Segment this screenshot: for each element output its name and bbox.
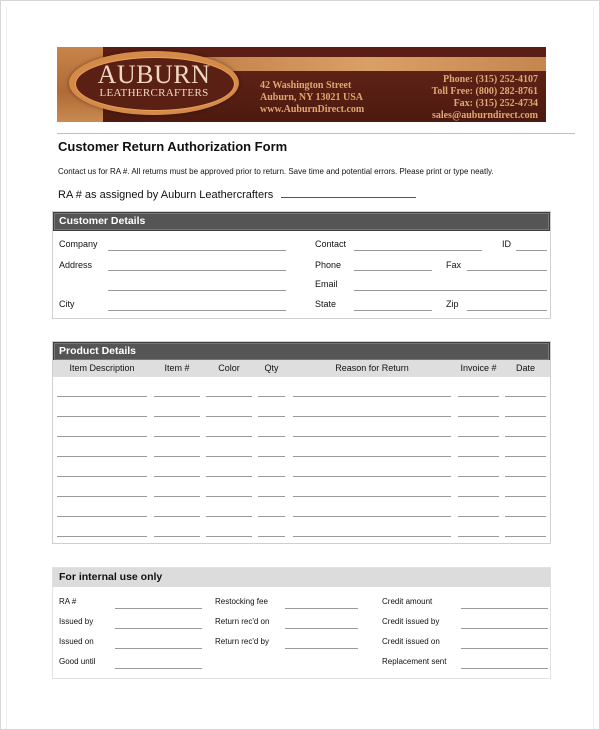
ra-assigned-row [58,187,416,201]
contact-label: Contact [315,239,347,249]
return-recd-by-label: Return rec'd by [215,637,269,646]
item-number-field[interactable] [154,516,200,517]
col-date: Date [515,363,535,373]
date-field[interactable] [505,436,546,437]
reason-field[interactable] [293,536,451,537]
reason-field[interactable] [293,476,451,477]
restocking-fee-field[interactable] [285,608,358,609]
color-field[interactable] [206,516,252,517]
company-banner [57,47,546,122]
color-field[interactable] [206,496,252,497]
issued-on-field[interactable] [115,648,202,649]
col-item-description: Item Description [69,363,135,373]
credit-issued-by-field[interactable] [461,628,548,629]
fax-label: Fax [446,260,462,270]
invoice-field[interactable] [458,416,499,417]
state-label: State [315,299,337,309]
item-number-field[interactable] [154,396,200,397]
item-description-field[interactable] [57,496,147,497]
invoice-field[interactable] [458,436,499,437]
item-description-field[interactable] [57,456,147,457]
contact-email: sales@auburndirect.com [431,110,538,121]
item-number-field[interactable] [154,476,200,477]
email-label: Email [315,279,338,289]
header-divider [57,133,575,134]
date-field[interactable] [505,536,546,537]
invoice-field[interactable] [458,516,499,517]
color-field[interactable] [206,436,252,437]
brand-subtitle: LEATHERCRAFTERS [99,87,209,99]
good-until-field[interactable] [115,668,202,669]
reason-field[interactable] [293,396,451,397]
credit-issued-by-label: Credit issued by [382,617,440,626]
internal-use-section [52,567,551,679]
id-label: ID [502,239,511,249]
company-label: Company [59,239,98,249]
item-number-field[interactable] [154,456,200,457]
color-field[interactable] [206,456,252,457]
address-field-2[interactable] [108,290,286,291]
address-field-1[interactable] [108,270,286,271]
fax-field[interactable] [467,270,547,271]
item-description-field[interactable] [57,396,147,397]
col-invoice: Invoice # [460,363,497,373]
item-number-field[interactable] [154,436,200,437]
issued-by-label: Issued by [59,617,94,626]
city-label: City [59,299,75,309]
company-contact [432,74,538,122]
company-field[interactable] [108,250,286,251]
credit-issued-on-field[interactable] [461,648,548,649]
credit-amount-field[interactable] [461,608,548,609]
id-field[interactable] [516,250,547,251]
phone-label: Phone [315,260,342,270]
reason-field[interactable] [293,516,451,517]
invoice-field[interactable] [458,496,499,497]
return-recd-on-label: Return rec'd on [215,617,270,626]
col-color: Color [218,363,240,373]
date-field[interactable] [505,456,546,457]
color-field[interactable] [206,536,252,537]
product-details-header: Product Details [53,342,550,361]
return-recd-on-field[interactable] [285,628,358,629]
col-item-number: Item # [164,363,190,373]
zip-field[interactable] [467,310,547,311]
reason-field[interactable] [293,436,451,437]
internal-ra-label: RA # [59,597,77,606]
good-until-label: Good until [59,657,96,666]
issued-by-field[interactable] [115,628,202,629]
zip-label: Zip [446,299,459,309]
ra-assigned-label: RA # as assigned by Auburn Leathercrafters [58,189,274,201]
col-qty: Qty [264,363,279,373]
invoice-field[interactable] [458,456,499,457]
item-description-field[interactable] [57,416,147,417]
item-description-field[interactable] [57,536,147,537]
phone-field[interactable] [354,270,432,271]
date-field[interactable] [505,396,546,397]
col-reason: Reason for Return [335,363,409,373]
qty-field[interactable] [258,476,285,477]
customer-details-section [52,211,551,319]
contact-phone: Phone: (315) 252-4107 [443,74,538,85]
item-description-field[interactable] [57,516,147,517]
address-street: 42 Washington Street [260,80,352,91]
item-number-field[interactable] [154,416,200,417]
restocking-fee-label: Restocking fee [215,597,268,606]
date-field[interactable] [505,416,546,417]
product-details-section [52,341,551,544]
qty-field[interactable] [258,436,285,437]
invoice-field[interactable] [458,476,499,477]
color-field[interactable] [206,476,252,477]
replacement-sent-field[interactable] [461,668,548,669]
form-title: Customer Return Authorization Form [58,139,288,154]
qty-field[interactable] [258,416,285,417]
qty-field[interactable] [258,536,285,537]
qty-field[interactable] [258,456,285,457]
customer-details-header: Customer Details [53,212,550,231]
internal-ra-field[interactable] [115,608,202,609]
contact-field[interactable] [354,250,482,251]
company-address [260,80,364,116]
internal-use-header: For internal use only [53,568,550,587]
item-number-field[interactable] [154,496,200,497]
invoice-field[interactable] [458,536,499,537]
credit-amount-label: Credit amount [382,597,433,606]
date-field[interactable] [505,476,546,477]
color-field[interactable] [206,396,252,397]
email-field[interactable] [354,290,547,291]
address-website: www.AuburnDirect.com [260,104,365,115]
qty-field[interactable] [258,516,285,517]
item-number-field[interactable] [154,536,200,537]
reason-field[interactable] [293,496,451,497]
state-field[interactable] [354,310,432,311]
city-field[interactable] [108,310,286,311]
address-city: Auburn, NY 13021 USA [260,92,363,103]
date-field[interactable] [505,496,546,497]
brand-name: AUBURN [97,60,211,89]
issued-on-label: Issued on [59,637,94,646]
item-description-field[interactable] [57,476,147,477]
address-label: Address [59,260,93,270]
date-field[interactable] [505,516,546,517]
qty-field[interactable] [258,396,285,397]
reason-field[interactable] [293,456,451,457]
color-field[interactable] [206,416,252,417]
credit-issued-on-label: Credit issued on [382,637,440,646]
return-recd-by-field[interactable] [285,648,358,649]
replacement-sent-label: Replacement sent [382,657,447,666]
form-instructions: Contact us for RA #. All returns must be approved prior to return. Save time and potential errors. Please print or type neatly. [58,167,494,176]
item-description-field[interactable] [57,436,147,437]
contact-fax: Fax: (315) 252-4734 [453,98,538,109]
ra-assigned-field[interactable] [281,187,416,198]
product-table-header [53,360,550,377]
reason-field[interactable] [293,416,451,417]
contact-tollfree: Toll Free: (800) 282-8761 [431,86,538,97]
invoice-field[interactable] [458,396,499,397]
qty-field[interactable] [258,496,285,497]
